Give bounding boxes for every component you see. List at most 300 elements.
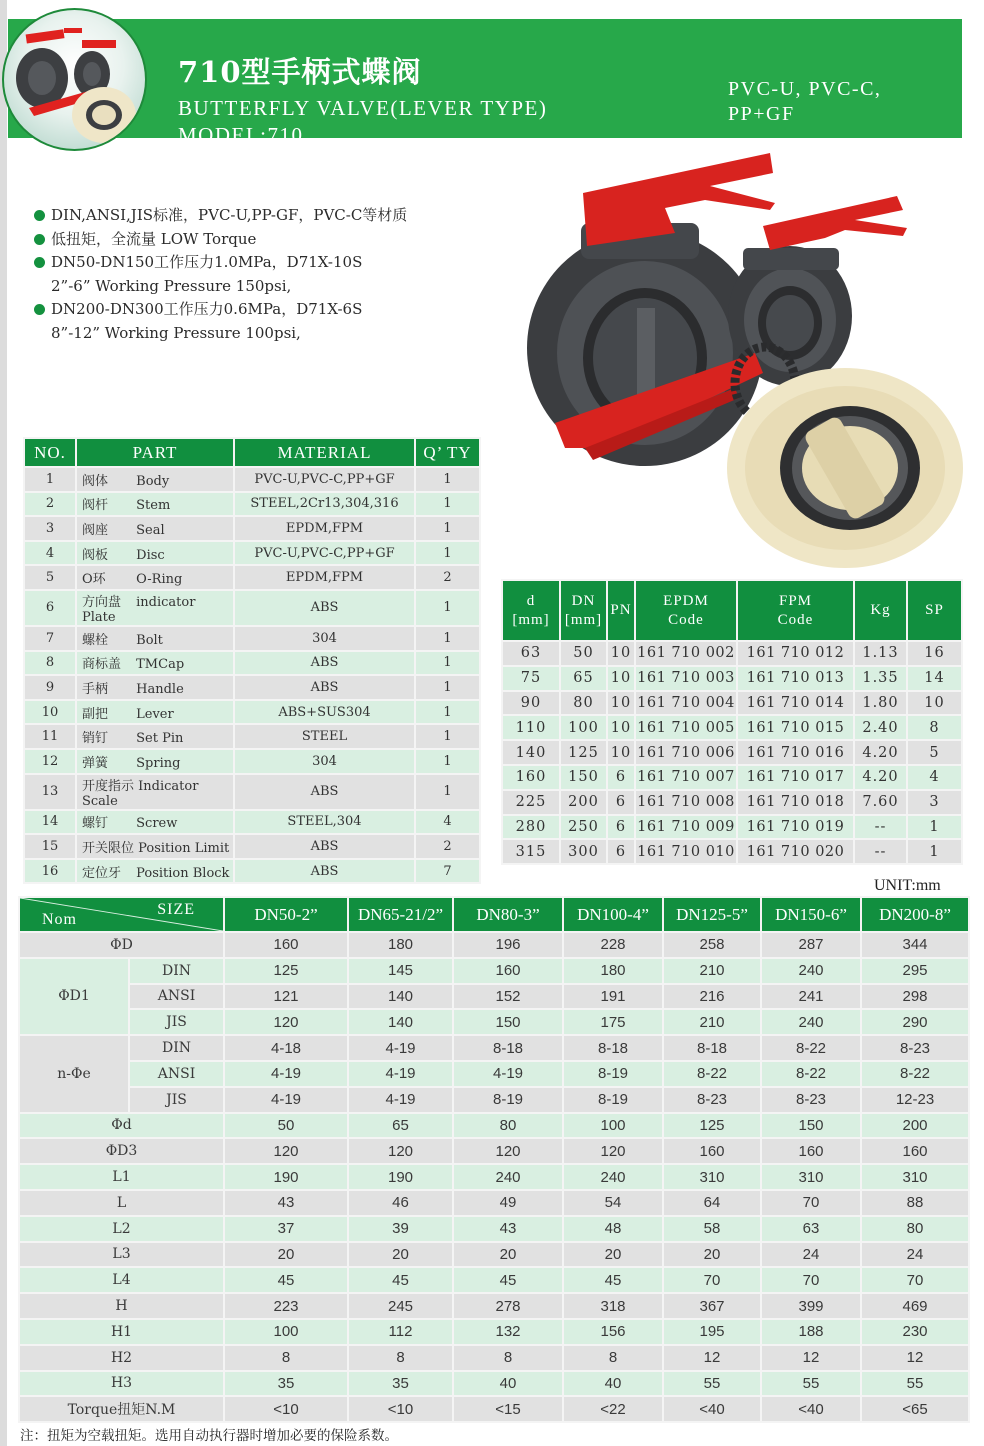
code-cell: 8 — [907, 715, 962, 740]
part-material: EPDM,FPM — [234, 516, 415, 541]
dimension-value: 8-18 — [663, 1035, 761, 1061]
row-label: L2 — [19, 1216, 224, 1242]
dimension-value: <10 — [348, 1396, 453, 1422]
size-header: DN50-2” — [224, 897, 348, 932]
code-cell: 161 710 016 — [737, 740, 854, 765]
dimension-value: <22 — [563, 1396, 663, 1422]
table-row — [19, 1396, 969, 1422]
part-quantity: 1 — [415, 492, 480, 517]
dimension-value: 120 — [563, 1138, 663, 1164]
dimension-value: 210 — [663, 1009, 761, 1035]
part-material: PVC-U,PVC-C,PP+GF — [234, 541, 415, 566]
dimension-value: 20 — [563, 1242, 663, 1268]
dimension-value: 64 — [663, 1190, 761, 1216]
row-label: Φd — [19, 1113, 224, 1139]
part-material: ABS+SUS304 — [234, 700, 415, 725]
code-cell: 161 710 003 — [635, 666, 737, 691]
code-cell: 80 — [560, 691, 607, 716]
dimension-value: 55 — [861, 1371, 969, 1397]
column-header-fpm-code: FPM Code — [737, 580, 854, 641]
dimension-value: 196 — [453, 932, 563, 958]
row-label: L4 — [19, 1267, 224, 1293]
row-group-label: ΦD1 — [19, 958, 129, 1035]
dimension-value: 8-22 — [861, 1061, 969, 1087]
dimension-value: 100 — [563, 1113, 663, 1139]
dimension-value: 45 — [348, 1267, 453, 1293]
part-material: ABS — [234, 590, 415, 626]
code-cell: 3 — [907, 790, 962, 815]
code-cell: 75 — [502, 666, 560, 691]
part-quantity: 1 — [415, 774, 480, 810]
row-label: Torque扭矩N.M — [19, 1396, 224, 1422]
dimension-value: 120 — [224, 1009, 348, 1035]
part-material: STEEL — [234, 724, 415, 749]
dimension-value: 65 — [348, 1113, 453, 1139]
dimension-value: 12 — [663, 1345, 761, 1371]
table-row — [24, 724, 480, 749]
table-row — [502, 790, 962, 815]
dimension-value: 287 — [761, 932, 861, 958]
dimension-value: 70 — [663, 1267, 761, 1293]
column-header-part: PART — [76, 438, 234, 467]
dimension-value: 160 — [224, 932, 348, 958]
dimension-value: <10 — [224, 1396, 348, 1422]
column-header-dn: DN [mm] — [560, 580, 607, 641]
dimension-value: 55 — [761, 1371, 861, 1397]
part-number: 9 — [24, 675, 76, 700]
code-table-header — [502, 580, 962, 641]
table-row — [502, 641, 962, 666]
row-label: H1 — [19, 1319, 224, 1345]
part-name: 销钉 Set Pin — [76, 724, 234, 749]
dimension-value: 4-19 — [348, 1035, 453, 1061]
table-row — [502, 740, 962, 765]
dimension-value: 45 — [563, 1267, 663, 1293]
banner-thumbnail-image — [2, 8, 147, 151]
standard-label: DIN — [129, 958, 224, 984]
table-row — [502, 839, 962, 864]
part-name: 弹簧 Spring — [76, 749, 234, 774]
code-cell: 300 — [560, 839, 607, 864]
part-number: 10 — [24, 700, 76, 725]
code-cell: 160 — [502, 765, 560, 790]
dimension-value: 223 — [224, 1293, 348, 1319]
table-row — [19, 1061, 969, 1087]
dimension-value: 290 — [861, 1009, 969, 1035]
code-cell: 1 — [907, 815, 962, 840]
dimension-value: 121 — [224, 984, 348, 1010]
dimension-value: 298 — [861, 984, 969, 1010]
table-row — [19, 1087, 969, 1113]
part-quantity: 1 — [415, 541, 480, 566]
part-number: 11 — [24, 724, 76, 749]
dimension-value: 258 — [663, 932, 761, 958]
table-row — [24, 590, 480, 626]
dimension-value: 88 — [861, 1190, 969, 1216]
dimension-value: 140 — [348, 984, 453, 1010]
unit-label: UNIT:mm — [874, 877, 941, 894]
row-label: H — [19, 1293, 224, 1319]
part-material: ABS — [234, 651, 415, 676]
table-row — [19, 1319, 969, 1345]
dimension-value: 8 — [224, 1345, 348, 1371]
dimension-value: 4-18 — [224, 1035, 348, 1061]
dimension-value: 12-23 — [861, 1087, 969, 1113]
table-row — [24, 810, 480, 835]
dimension-value: 8-18 — [563, 1035, 663, 1061]
column-header-qty: Q’ TY — [415, 438, 480, 467]
dimension-value: 8 — [453, 1345, 563, 1371]
standard-label: JIS — [129, 1087, 224, 1113]
left-margin-strip — [0, 0, 7, 1446]
code-cell: 250 — [560, 815, 607, 840]
code-cell: 6 — [607, 839, 635, 864]
dimension-value: <40 — [761, 1396, 861, 1422]
dimension-value: 150 — [453, 1009, 563, 1035]
dimension-value: 160 — [663, 1138, 761, 1164]
dimension-value: 80 — [453, 1113, 563, 1139]
dimension-value: 40 — [453, 1371, 563, 1397]
code-cell: 161 710 018 — [737, 790, 854, 815]
dimensions-table — [18, 896, 970, 1423]
parts-table — [23, 437, 481, 884]
dimension-value: 230 — [861, 1319, 969, 1345]
part-number: 12 — [24, 749, 76, 774]
table-row — [19, 1009, 969, 1035]
dimension-value: 80 — [861, 1216, 969, 1242]
dimension-value: 35 — [348, 1371, 453, 1397]
table-row — [19, 1113, 969, 1139]
dimension-value: 100 — [224, 1319, 348, 1345]
dimension-value: 367 — [663, 1293, 761, 1319]
row-label: ΦD — [19, 932, 224, 958]
part-name: 商标盖 TMCap — [76, 651, 234, 676]
code-cell: 10 — [607, 691, 635, 716]
row-label: H3 — [19, 1371, 224, 1397]
table-row — [19, 1035, 969, 1061]
feature-item: DN50-DN150工作压力1.0MPa，D71X-10S 2”-6” Working Pressure 150psi, — [34, 251, 504, 298]
standard-label: ANSI — [129, 1061, 224, 1087]
banner-model: MODEL:710 — [178, 123, 304, 147]
dimension-value: 8 — [563, 1345, 663, 1371]
dimension-value: 195 — [663, 1319, 761, 1345]
code-cell: 225 — [502, 790, 560, 815]
standard-label: ANSI — [129, 984, 224, 1010]
part-number: 8 — [24, 651, 76, 676]
table-row — [24, 700, 480, 725]
dimension-value: 156 — [563, 1319, 663, 1345]
dimension-value: 43 — [224, 1190, 348, 1216]
code-cell: 1.35 — [854, 666, 907, 691]
header-banner — [8, 19, 962, 147]
dimension-value: 4-19 — [224, 1087, 348, 1113]
banner-title-en: BUTTERFLY VALVE(LEVER TYPE) — [178, 96, 548, 120]
size-header: DN100-4” — [563, 897, 663, 932]
table-row — [24, 516, 480, 541]
product-photo — [525, 148, 965, 573]
code-cell: 140 — [502, 740, 560, 765]
dimension-value: 20 — [663, 1242, 761, 1268]
feature-item: 低扭矩，全流量 LOW Torque — [34, 228, 504, 252]
code-cell: 315 — [502, 839, 560, 864]
table-row — [24, 541, 480, 566]
bullet-dot-icon — [34, 234, 45, 245]
dimension-value: 40 — [563, 1371, 663, 1397]
dimension-value: 39 — [348, 1216, 453, 1242]
dimension-value: 12 — [861, 1345, 969, 1371]
table-row — [19, 984, 969, 1010]
code-cell: 6 — [607, 815, 635, 840]
dimension-value: 70 — [761, 1267, 861, 1293]
part-material: EPDM,FPM — [234, 565, 415, 590]
part-name: 开度指示 Indicator Scale — [76, 774, 234, 810]
code-cell: 1.80 — [854, 691, 907, 716]
code-cell: -- — [854, 839, 907, 864]
table-row — [24, 749, 480, 774]
dimension-value: 240 — [453, 1164, 563, 1190]
code-cell: 161 710 008 — [635, 790, 737, 815]
dimension-value: 241 — [761, 984, 861, 1010]
code-cell: 4.20 — [854, 765, 907, 790]
table-row — [24, 626, 480, 651]
dimension-value: 8-23 — [761, 1087, 861, 1113]
code-cell: 161 710 007 — [635, 765, 737, 790]
part-name: 手柄 Handle — [76, 675, 234, 700]
code-cell: 161 710 006 — [635, 740, 737, 765]
dimension-value: 4-19 — [453, 1061, 563, 1087]
dimension-value: <40 — [663, 1396, 761, 1422]
code-cell: 161 710 005 — [635, 715, 737, 740]
dimension-value: 45 — [224, 1267, 348, 1293]
dimension-value: 120 — [348, 1138, 453, 1164]
dimension-value: 46 — [348, 1190, 453, 1216]
code-cell: 2.40 — [854, 715, 907, 740]
dimension-value: 20 — [453, 1242, 563, 1268]
dimension-value: 152 — [453, 984, 563, 1010]
dimension-value: 145 — [348, 958, 453, 984]
code-cell: 280 — [502, 815, 560, 840]
part-quantity: 1 — [415, 651, 480, 676]
code-cell: 161 710 020 — [737, 839, 854, 864]
dimension-value: 8-23 — [663, 1087, 761, 1113]
part-number: 13 — [24, 774, 76, 810]
bullet-dot-icon — [34, 210, 45, 221]
part-quantity: 4 — [415, 810, 480, 835]
part-quantity: 2 — [415, 834, 480, 859]
dimension-value: 24 — [861, 1242, 969, 1268]
dimension-value: 49 — [453, 1190, 563, 1216]
part-number: 3 — [24, 516, 76, 541]
code-cell: 161 710 010 — [635, 839, 737, 864]
size-header: DN150-6” — [761, 897, 861, 932]
table-row — [24, 859, 480, 884]
dimension-value: 228 — [563, 932, 663, 958]
dimension-value: 125 — [663, 1113, 761, 1139]
product-code-table — [501, 579, 963, 865]
table-row — [24, 467, 480, 492]
dimension-value: 35 — [224, 1371, 348, 1397]
footnote: 注：扭矩为空载扭矩。选用自动执行器时增加必要的保险系数。 — [20, 1428, 398, 1444]
dimension-value: 469 — [861, 1293, 969, 1319]
corner-header: SIZE Nom — [19, 897, 224, 932]
part-number: 2 — [24, 492, 76, 517]
dimension-value: 120 — [224, 1138, 348, 1164]
code-cell: 1.13 — [854, 641, 907, 666]
part-number: 7 — [24, 626, 76, 651]
table-row — [502, 715, 962, 740]
dimension-value: 112 — [348, 1319, 453, 1345]
code-cell: 100 — [560, 715, 607, 740]
row-group-label: n-Φe — [19, 1035, 129, 1112]
code-cell: 7.60 — [854, 790, 907, 815]
part-material: ABS — [234, 774, 415, 810]
column-header-no: NO. — [24, 438, 76, 467]
dimension-value: 125 — [224, 958, 348, 984]
part-quantity: 1 — [415, 700, 480, 725]
table-row — [19, 1138, 969, 1164]
dimension-value: 45 — [453, 1267, 563, 1293]
dimension-value: 70 — [761, 1190, 861, 1216]
dimension-value: 8-22 — [663, 1061, 761, 1087]
size-header: DN65-21/2” — [348, 897, 453, 932]
part-number: 5 — [24, 565, 76, 590]
table-row — [19, 1371, 969, 1397]
dimension-value: 190 — [348, 1164, 453, 1190]
banner-material: PVC-U, PVC-C, PP+GF — [728, 78, 882, 125]
table-row — [19, 1345, 969, 1371]
bullet-dot-icon — [34, 257, 45, 268]
dimension-value: 216 — [663, 984, 761, 1010]
code-cell: 4 — [907, 765, 962, 790]
part-quantity: 1 — [415, 626, 480, 651]
table-row — [24, 492, 480, 517]
dimension-value: 4-19 — [224, 1061, 348, 1087]
part-number: 15 — [24, 834, 76, 859]
code-cell: 161 710 009 — [635, 815, 737, 840]
code-cell: 6 — [607, 765, 635, 790]
dimension-value: 150 — [761, 1113, 861, 1139]
table-row — [19, 958, 969, 984]
row-label: ΦD3 — [19, 1138, 224, 1164]
dimension-value: 245 — [348, 1293, 453, 1319]
dimension-value: 310 — [861, 1164, 969, 1190]
dimension-value: 132 — [453, 1319, 563, 1345]
part-material: ABS — [234, 675, 415, 700]
code-cell: 150 — [560, 765, 607, 790]
table-row — [24, 675, 480, 700]
table-row — [502, 666, 962, 691]
dimension-value: 240 — [761, 958, 861, 984]
dimension-value: 399 — [761, 1293, 861, 1319]
part-name: 阀座 Seal — [76, 516, 234, 541]
size-header: DN80-3” — [453, 897, 563, 932]
code-cell: 161 710 002 — [635, 641, 737, 666]
dimension-value: 20 — [224, 1242, 348, 1268]
standard-label: JIS — [129, 1009, 224, 1035]
part-name: 阀板 Disc — [76, 541, 234, 566]
part-name: 螺钉 Screw — [76, 810, 234, 835]
code-cell: 161 710 013 — [737, 666, 854, 691]
part-name: 副把 Lever — [76, 700, 234, 725]
part-material: STEEL,2Cr13,304,316 — [234, 492, 415, 517]
dimension-value: 210 — [663, 958, 761, 984]
parts-table-header — [24, 438, 480, 467]
dimension-value: 120 — [453, 1138, 563, 1164]
code-cell: 14 — [907, 666, 962, 691]
table-row — [24, 774, 480, 810]
dimension-value: 175 — [563, 1009, 663, 1035]
code-cell: 161 710 015 — [737, 715, 854, 740]
code-cell: 161 710 014 — [737, 691, 854, 716]
dimension-value: <15 — [453, 1396, 563, 1422]
dimension-value: 310 — [663, 1164, 761, 1190]
feature-item: DIN,ANSI,JIS标准，PVC-U,PP-GF，PVC-C等材质 — [34, 204, 504, 228]
table-row — [24, 565, 480, 590]
size-header: DN200-8” — [861, 897, 969, 932]
part-name: 螺栓 Bolt — [76, 626, 234, 651]
dimension-value: 190 — [224, 1164, 348, 1190]
dimension-value: 54 — [563, 1190, 663, 1216]
code-cell: 200 — [560, 790, 607, 815]
row-label: L1 — [19, 1164, 224, 1190]
dimension-value: 8-19 — [453, 1087, 563, 1113]
dimension-value: 8-22 — [761, 1061, 861, 1087]
code-cell: 110 — [502, 715, 560, 740]
dimension-value: 48 — [563, 1216, 663, 1242]
part-quantity: 1 — [415, 516, 480, 541]
table-row — [502, 815, 962, 840]
table-row — [24, 834, 480, 859]
code-cell: 50 — [560, 641, 607, 666]
bullet-dot-icon — [34, 304, 45, 315]
part-material: PVC-U,PVC-C,PP+GF — [234, 467, 415, 492]
part-name: 阀体 Body — [76, 467, 234, 492]
dim-table-header — [19, 897, 969, 932]
part-number: 1 — [24, 467, 76, 492]
dimension-value: 318 — [563, 1293, 663, 1319]
dimension-value: 4-19 — [348, 1087, 453, 1113]
dimension-value: 43 — [453, 1216, 563, 1242]
part-number: 4 — [24, 541, 76, 566]
code-cell: 90 — [502, 691, 560, 716]
code-cell: 10 — [607, 666, 635, 691]
table-row — [19, 1190, 969, 1216]
code-cell: 16 — [907, 641, 962, 666]
code-cell: 10 — [607, 740, 635, 765]
dimension-value: <65 — [861, 1396, 969, 1422]
part-number: 16 — [24, 859, 76, 884]
dimension-value: 310 — [761, 1164, 861, 1190]
dimension-value: 240 — [761, 1009, 861, 1035]
part-material: ABS — [234, 834, 415, 859]
part-name: 方向盘 indicator Plate — [76, 590, 234, 626]
dimension-value: 191 — [563, 984, 663, 1010]
dimension-value: 8-18 — [453, 1035, 563, 1061]
part-quantity: 2 — [415, 565, 480, 590]
standard-label: DIN — [129, 1035, 224, 1061]
part-quantity: 1 — [415, 675, 480, 700]
banner-title-cn: 710型手柄式蝶阀 — [178, 55, 422, 89]
part-name: 开关限位 Position Limit — [76, 834, 234, 859]
code-cell: 125 — [560, 740, 607, 765]
dimension-value: 188 — [761, 1319, 861, 1345]
row-label: L — [19, 1190, 224, 1216]
dimension-value: 8-22 — [761, 1035, 861, 1061]
dimension-value: 344 — [861, 932, 969, 958]
code-cell: 1 — [907, 839, 962, 864]
column-header-pn: PN — [607, 580, 635, 641]
part-material: 304 — [234, 626, 415, 651]
